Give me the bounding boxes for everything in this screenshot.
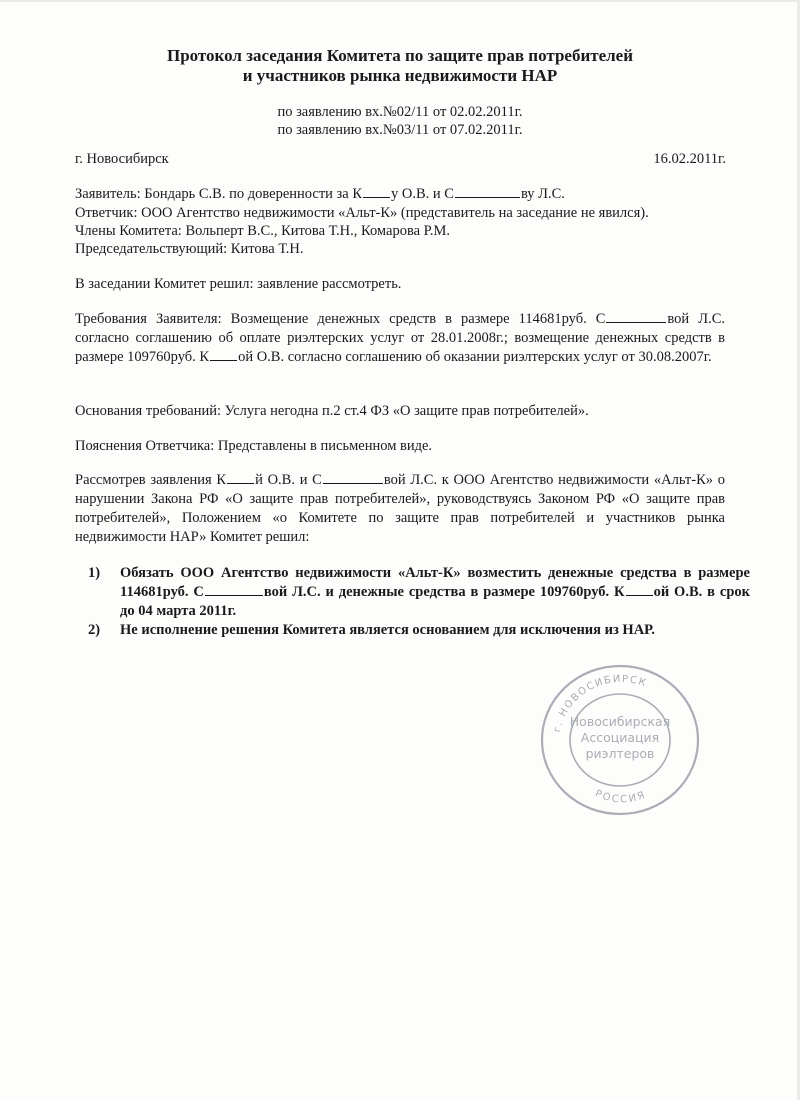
stamp-ring-bottom-text: РОССИЯ (593, 788, 649, 806)
consideration-text-a: Рассмотрев заявления К (75, 472, 227, 488)
reference-line2: по заявлению вх.№03/11 от 07.02.2011г. (277, 122, 523, 138)
explanations-line: Пояснения Ответчика: Представлены в письменном виде. (75, 438, 433, 454)
redaction-dash (227, 474, 254, 484)
city: г. Новосибирск (75, 151, 169, 167)
organization-stamp (527, 652, 712, 822)
document-title-line2: и участников рынка недвижимости НАР (242, 66, 558, 85)
redaction-dash (626, 586, 653, 596)
grounds-line: Основания требований: Услуга негодна п.2 ст.4 ФЗ «О защите прав потребителей». (75, 403, 589, 419)
document-title-line1: Протокол заседания Комитета по защите прав потребителей (166, 46, 634, 65)
decision-item (88, 564, 750, 621)
applicant-text-c: ву Л.С. (520, 186, 565, 202)
redaction-dash (606, 313, 666, 323)
reference-line1: по заявлению вх.№02/11 от 02.02.2011г. (277, 104, 523, 120)
redaction-dash (363, 188, 390, 198)
decision-text-b: вой Л.С. и денежные средства в размере 109760руб. К (263, 584, 625, 600)
stamp-center-line1: Новосибирская (569, 714, 671, 729)
respondent-line: Ответчик: ООО Агентство недвижимости «Альт-К» (представитель на заседание не явился). (75, 205, 649, 221)
decision-text-a: Не исполнение решения Комитета является основанием для исключения из НАР. (120, 622, 655, 638)
consideration-paragraph (75, 471, 725, 547)
redaction-dash (455, 188, 520, 198)
decision-item (88, 621, 750, 640)
requirements-text-a: Требования Заявителя: Возмещение денежных средств в размере 114681руб. С (75, 311, 606, 327)
decision-list (88, 564, 750, 621)
decision-text-a: Обязать ООО Агентство недвижимости «Альт-К» возместить денежные средства в размере 114681руб. С (120, 565, 750, 600)
committee-members-line: Члены Комитета: Вольперт В.С., Китова Т.Н., Комарова Р.М. (75, 223, 451, 239)
decision-list-2 (88, 621, 750, 640)
stamp-center-line2: Ассоциация (580, 730, 660, 745)
requirements-text-c: ой О.В. согласно соглашению об оказании риэлтерских услуг от 30.08.2007г. (238, 349, 712, 365)
decision-number: 1) (88, 565, 101, 581)
applicant-text-a: Заявитель: Бондарь С.В. по доверенности за К (75, 186, 362, 202)
decision-intro: В заседании Комитет решил: заявление рассмотреть. (75, 276, 402, 292)
decision-number: 2) (88, 622, 101, 638)
consideration-text-c: вой Л.С. к ООО Агентство недвижимости «Альт-К» о нарушении Закона РФ «О защите прав потребителей», руководствуясь Законом РФ «О защите прав потребителей», Положением «о Комитете по защите прав потребителей и участников рынка недвижимости НАР» Комитет решил: (75, 472, 725, 545)
chair-line: Председательствующий: Китова Т.Н. (75, 241, 304, 257)
redaction-dash (323, 474, 383, 484)
requirements-text-b: вой Л.С. согласно соглашению об оплате риэлтерских услуг от 28.01.2008г.; возмещение денежных средств в размере 109760руб. К (75, 311, 725, 365)
scan-edge-top (0, 0, 800, 2)
applicant-text-b: у О.В. и С (391, 186, 454, 202)
stamp-ring-top-text: г. НОВОСИБИРСК (551, 673, 649, 734)
consideration-text-b: й О.В. и С (255, 472, 322, 488)
decision-text-c: ой О.В. в срок до 04 марта 2011г. (120, 584, 750, 619)
requirements-paragraph (75, 310, 725, 367)
redaction-dash (210, 351, 237, 361)
applicant-line (75, 185, 565, 203)
document-date: 16.02.2011г. (653, 151, 726, 167)
stamp-center-line3: риэлтеров (585, 746, 655, 761)
redaction-dash (205, 586, 263, 596)
